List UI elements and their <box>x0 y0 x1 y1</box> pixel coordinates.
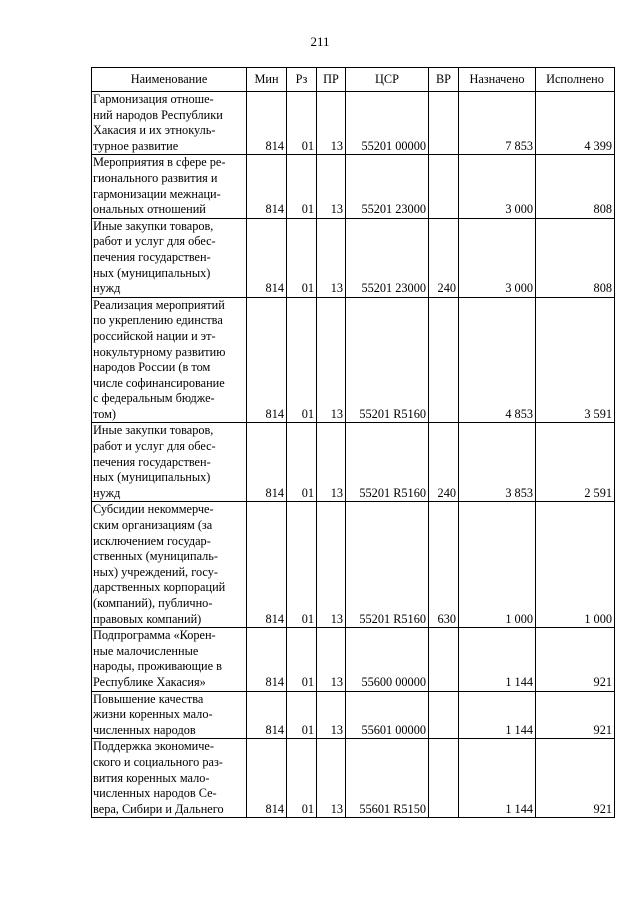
cell-name-line: ные малочисленные <box>93 643 199 658</box>
cell-vr <box>429 92 459 155</box>
cell-name-line: жизни коренных мало- <box>93 707 213 722</box>
cell-min: 814 <box>247 739 287 818</box>
cell-vr <box>429 739 459 818</box>
header-csr: ЦСР <box>346 68 429 92</box>
cell-pr: 13 <box>317 155 346 218</box>
cell-name-line: гионального развития и <box>93 170 218 185</box>
cell-executed: 921 <box>536 739 615 818</box>
table-row <box>92 502 615 628</box>
cell-pr: 13 <box>317 297 346 423</box>
cell-name <box>92 502 247 628</box>
header-assigned: Назначено <box>459 68 536 92</box>
cell-executed: 4 399 <box>536 92 615 155</box>
cell-name-line: нужд <box>93 485 121 500</box>
cell-assigned: 1 144 <box>459 628 536 691</box>
cell-min: 814 <box>247 502 287 628</box>
cell-name-line: Мероприятия в сфере ре- <box>93 155 226 170</box>
cell-assigned: 3 853 <box>459 423 536 502</box>
cell-vr <box>429 297 459 423</box>
cell-min: 814 <box>247 297 287 423</box>
cell-name-line: Иные закупки товаров, <box>93 423 214 438</box>
cell-name <box>92 423 247 502</box>
cell-min: 814 <box>247 423 287 502</box>
cell-min: 814 <box>247 155 287 218</box>
cell-executed: 921 <box>536 628 615 691</box>
cell-name-line: Хакасия и их этнокуль- <box>93 123 216 138</box>
cell-rz: 01 <box>287 297 317 423</box>
cell-name-line: работ и услуг для обес- <box>93 439 216 454</box>
cell-name <box>92 155 247 218</box>
cell-rz: 01 <box>287 423 317 502</box>
cell-executed: 921 <box>536 691 615 739</box>
cell-name-line: числе софинансирование <box>93 375 225 390</box>
cell-name <box>92 739 247 818</box>
cell-name-line: Иные закупки товаров, <box>93 218 214 233</box>
cell-name-line: Поддержка экономиче- <box>93 739 214 754</box>
cell-name <box>92 218 247 297</box>
cell-csr: 55201 23000 <box>346 155 429 218</box>
cell-name-line: работ и услуг для обес- <box>93 234 216 249</box>
cell-vr <box>429 628 459 691</box>
cell-pr: 13 <box>317 92 346 155</box>
cell-rz: 01 <box>287 628 317 691</box>
cell-pr: 13 <box>317 423 346 502</box>
cell-csr: 55201 00000 <box>346 92 429 155</box>
table-header-row <box>92 68 615 92</box>
cell-name-line: дарственных корпораций <box>93 580 226 595</box>
cell-name-line: Республике Хакасия» <box>93 674 206 689</box>
table-row <box>92 155 615 218</box>
table-row <box>92 423 615 502</box>
cell-assigned: 1 000 <box>459 502 536 628</box>
cell-name-line: печения государствен- <box>93 454 211 469</box>
cell-csr: 55201 R5160 <box>346 297 429 423</box>
cell-rz: 01 <box>287 92 317 155</box>
cell-name-line: численных народов <box>93 722 196 737</box>
cell-csr: 55201 R5160 <box>346 502 429 628</box>
cell-executed: 808 <box>536 218 615 297</box>
cell-name-line: печения государствен- <box>93 249 211 264</box>
cell-name-line: народы, проживающие в <box>93 659 222 674</box>
cell-name-line: том) <box>93 406 117 421</box>
cell-name-line: турное развитие <box>93 138 179 153</box>
header-vr: ВР <box>429 68 459 92</box>
table-body <box>92 92 615 818</box>
cell-name-line: ных) учреждений, госу- <box>93 564 218 579</box>
cell-executed: 3 591 <box>536 297 615 423</box>
cell-name <box>92 691 247 739</box>
cell-rz: 01 <box>287 218 317 297</box>
cell-csr: 55601 00000 <box>346 691 429 739</box>
cell-rz: 01 <box>287 155 317 218</box>
cell-executed: 1 000 <box>536 502 615 628</box>
cell-min: 814 <box>247 691 287 739</box>
cell-csr: 55600 00000 <box>346 628 429 691</box>
cell-vr: 240 <box>429 423 459 502</box>
header-min: Мин <box>247 68 287 92</box>
table-row <box>92 691 615 739</box>
cell-name-line: гармонизации межнаци- <box>93 186 221 201</box>
table-row <box>92 297 615 423</box>
cell-name-line: исключением государ- <box>93 533 211 548</box>
cell-name-line: ний народов Республики <box>93 107 223 122</box>
cell-name-line: ским организациям (за <box>93 518 213 533</box>
cell-name-line: нужд <box>93 281 121 296</box>
cell-min: 814 <box>247 92 287 155</box>
page-number: 211 <box>310 34 330 49</box>
cell-name-line: народов России (в том <box>93 360 211 375</box>
cell-name <box>92 297 247 423</box>
cell-rz: 01 <box>287 502 317 628</box>
cell-pr: 13 <box>317 739 346 818</box>
cell-csr: 55201 R5160 <box>346 423 429 502</box>
table-row <box>92 739 615 818</box>
cell-name-line: правовых компаний) <box>93 611 202 626</box>
cell-name-line: Гармонизация отноше- <box>93 92 214 106</box>
cell-csr: 55201 23000 <box>346 218 429 297</box>
cell-assigned: 4 853 <box>459 297 536 423</box>
budget-table <box>91 67 615 818</box>
cell-vr: 240 <box>429 218 459 297</box>
table-row <box>92 218 615 297</box>
cell-vr <box>429 691 459 739</box>
cell-min: 814 <box>247 218 287 297</box>
cell-name-line: по укреплению единства <box>93 313 223 328</box>
cell-name-line: (компаний), публично- <box>93 596 213 610</box>
cell-pr: 13 <box>317 628 346 691</box>
cell-assigned: 7 853 <box>459 92 536 155</box>
cell-name-line: нокультурному развитию <box>93 344 226 359</box>
cell-assigned: 3 000 <box>459 155 536 218</box>
cell-name-line: российской нации и эт- <box>93 328 216 343</box>
cell-pr: 13 <box>317 691 346 739</box>
cell-name-line: ональных отношений <box>93 202 206 217</box>
cell-name-line: вития коренных мало- <box>93 770 210 785</box>
cell-name-line: ных (муниципальных) <box>93 470 211 485</box>
cell-pr: 13 <box>317 502 346 628</box>
header-name: Наименование <box>92 68 247 92</box>
cell-vr: 630 <box>429 502 459 628</box>
cell-name-line: с федеральным бюдже- <box>93 391 215 406</box>
cell-rz: 01 <box>287 691 317 739</box>
header-rz: Рз <box>287 68 317 92</box>
cell-pr: 13 <box>317 218 346 297</box>
header-pr: ПР <box>317 68 346 92</box>
cell-min: 814 <box>247 628 287 691</box>
header-executed: Исполнено <box>536 68 615 92</box>
cell-name-line: ственных (муниципаль- <box>93 549 219 564</box>
cell-csr: 55601 R5150 <box>346 739 429 818</box>
cell-name-line: Подпрограмма «Корен- <box>93 628 216 643</box>
cell-name-line: вера, Сибири и Дальнего <box>93 801 224 816</box>
cell-assigned: 3 000 <box>459 218 536 297</box>
cell-executed: 808 <box>536 155 615 218</box>
table-row <box>92 92 615 155</box>
cell-executed: 2 591 <box>536 423 615 502</box>
cell-rz: 01 <box>287 739 317 818</box>
cell-assigned: 1 144 <box>459 691 536 739</box>
cell-name-line: Субсидии некоммерче- <box>93 502 214 517</box>
cell-name <box>92 628 247 691</box>
table-row <box>92 628 615 691</box>
cell-assigned: 1 144 <box>459 739 536 818</box>
cell-name-line: Повышение качества <box>93 691 204 706</box>
cell-name-line: Реализация мероприятий <box>93 297 225 312</box>
cell-name <box>92 92 247 155</box>
cell-name-line: ского и социального раз- <box>93 754 223 769</box>
cell-name-line: численных народов Се- <box>93 786 217 801</box>
cell-name-line: ных (муниципальных) <box>93 265 211 280</box>
cell-vr <box>429 155 459 218</box>
